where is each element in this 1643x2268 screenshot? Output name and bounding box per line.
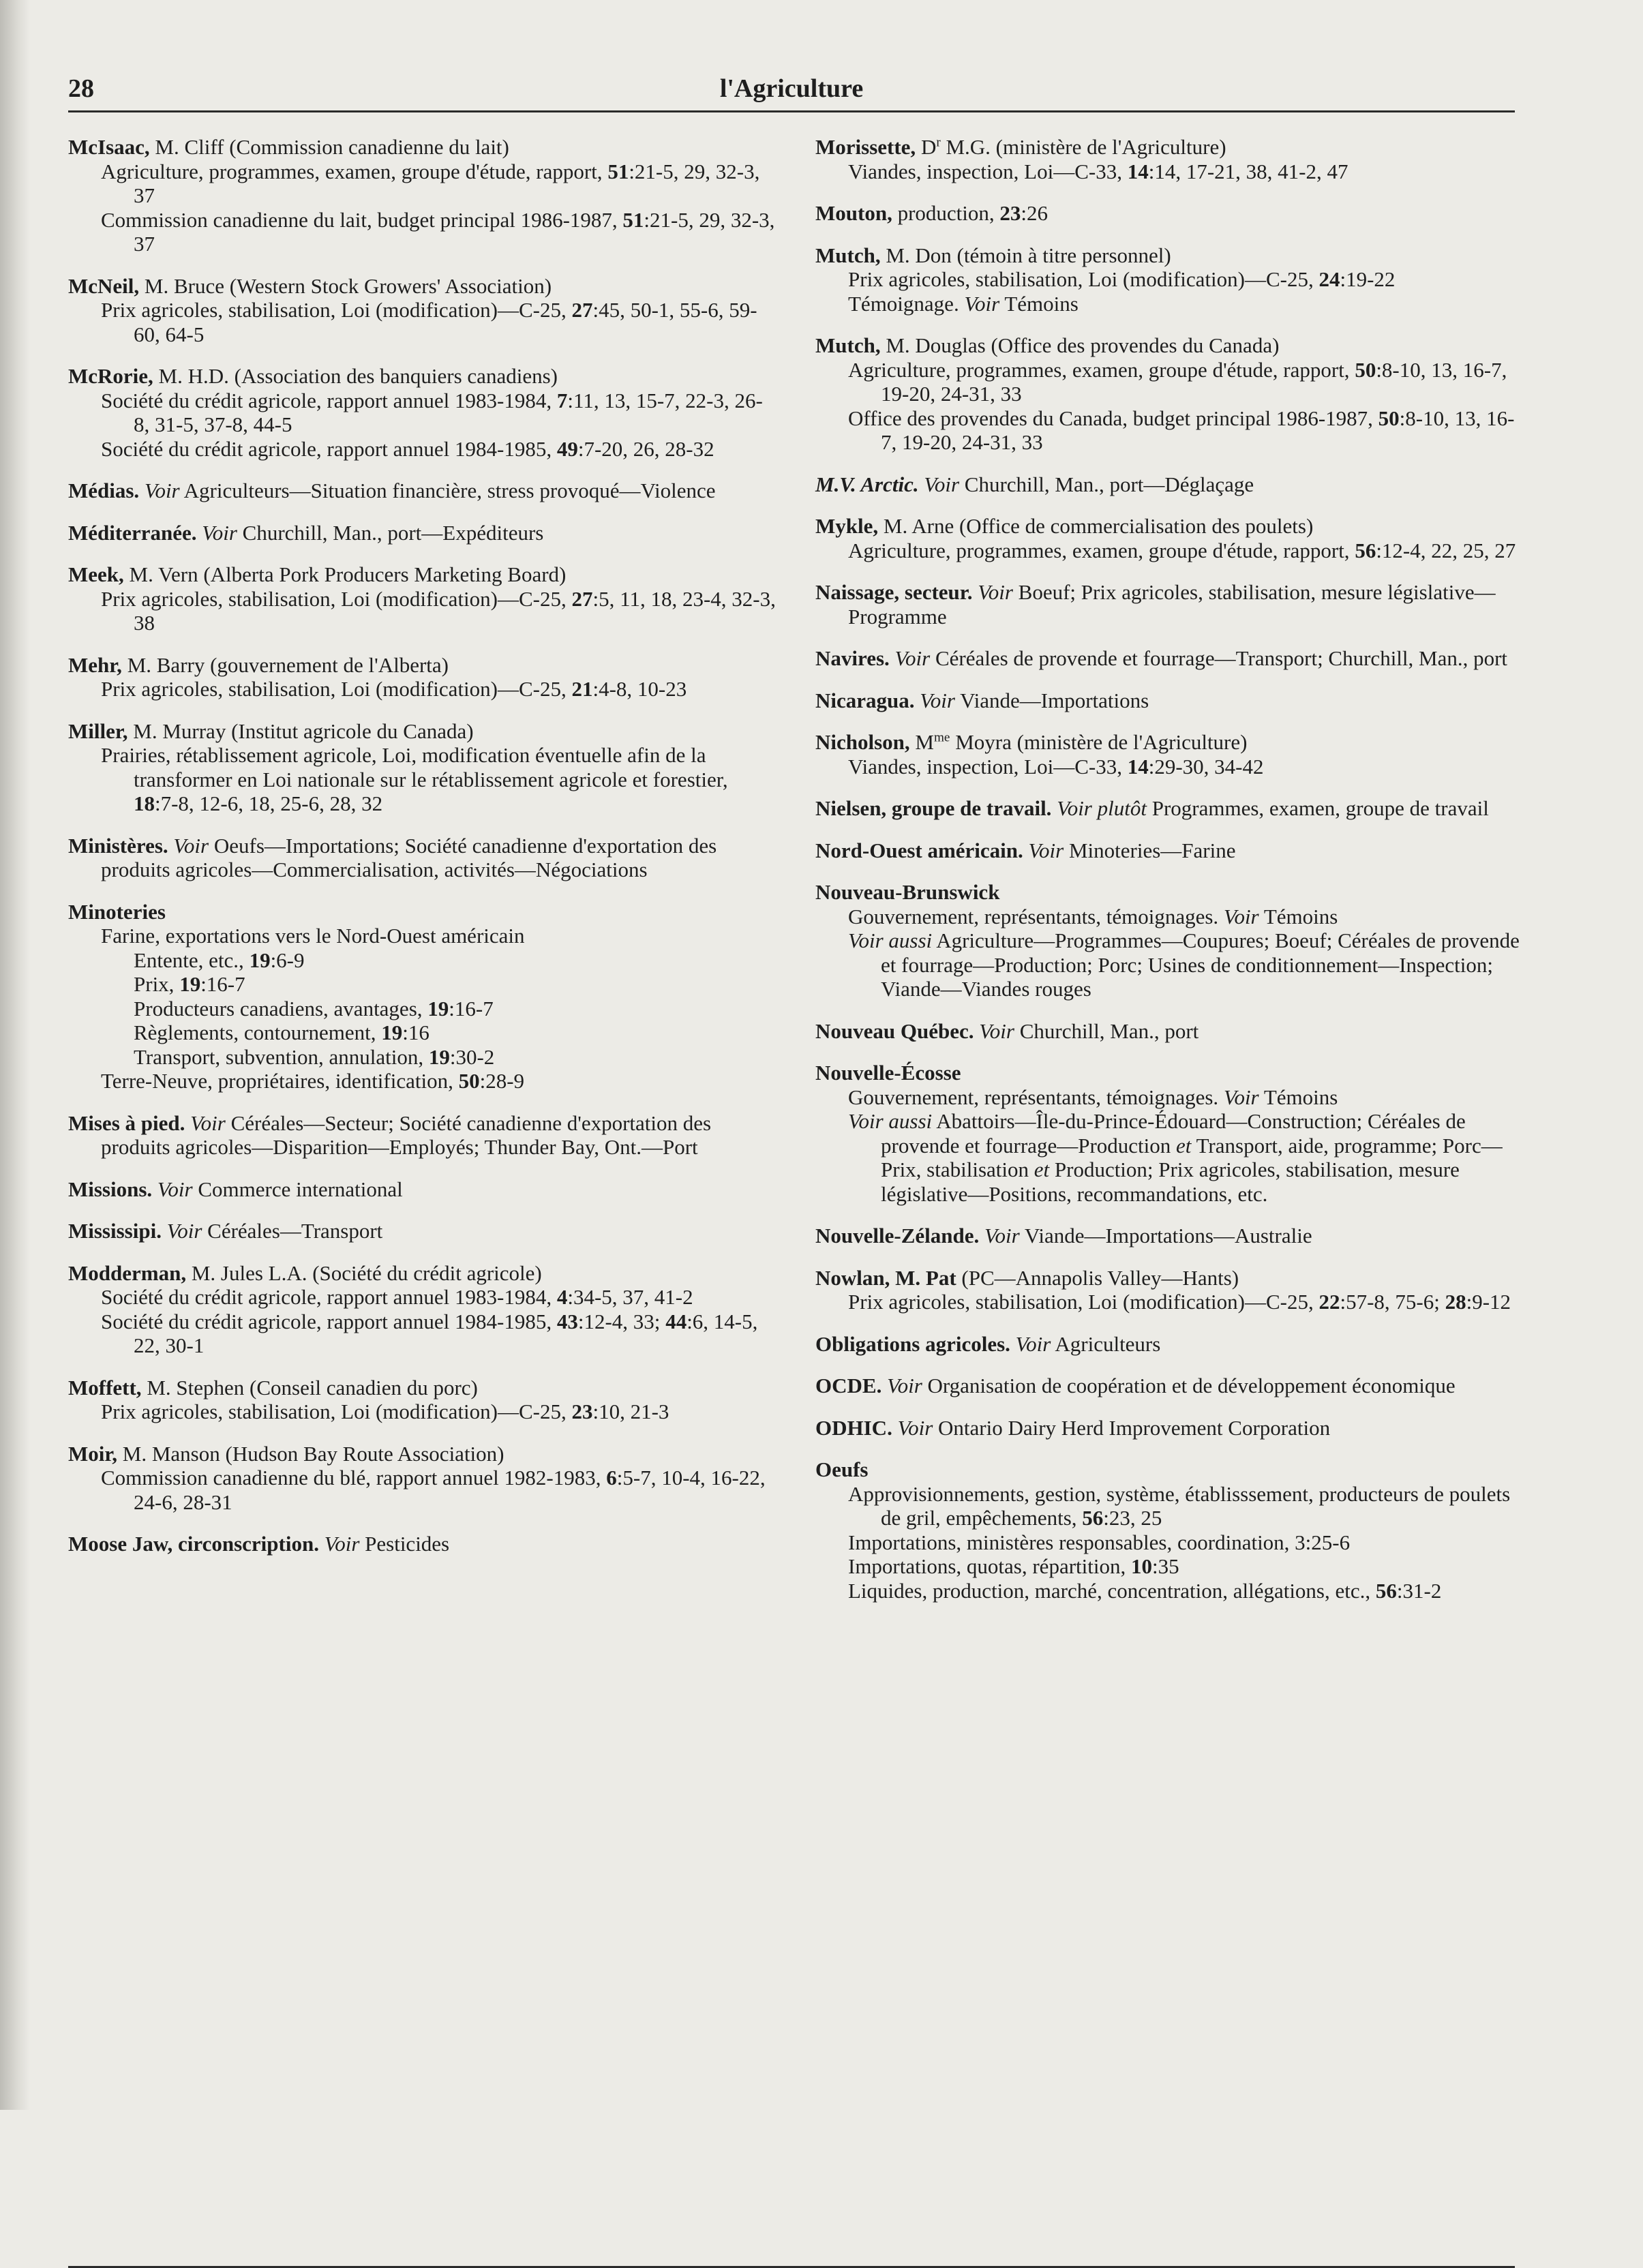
index-entry: ODHIC. Voir Ontario Dairy Herd Improvement Corporation — [815, 1415, 1331, 1440]
index-entry — [68, 135, 777, 256]
page-binding-shadow — [0, 0, 30, 2110]
entry-heading: McRorie, — [68, 364, 153, 388]
index-entry: Mutch, M. Don (témoin à titre personnel) Prix agricoles, stabilisation, Loi (modification)—C-25, 24:19-22 Témoignage. Voir Témoins — [815, 243, 1524, 316]
index-entry — [68, 719, 777, 816]
index-entry: Nouveau Québec. Voir Churchill, Man., port — [815, 1018, 1199, 1043]
subentry: Office des provendes du Canada, budget principal 1986-1987, 50:8-10, 13, 16-7, 19-20, 24-31, 33 — [848, 406, 1515, 454]
entry-heading: McNeil, — [68, 273, 140, 298]
entry-heading: Missions. — [68, 1177, 153, 1201]
entry-heading: Mykle, — [815, 514, 879, 538]
index-entry — [68, 900, 777, 1093]
index-entry — [68, 1376, 777, 1424]
subentry: Prix agricoles, stabilisation, Loi (modification)—C-25, 24:19-22 — [848, 267, 1396, 291]
index-entry: Naissage, secteur. Voir Boeuf; Prix agricoles, stabilisation, mesure législative—Programme — [815, 580, 1496, 629]
subentry: Prix agricoles, stabilisation, Loi (modification)—C-25, 27:5, 11, 18, 23-4, 32-3, 38 — [101, 586, 776, 635]
entry-text: M. Manson (Hudson Bay Route Association) — [117, 1441, 504, 1466]
entry-heading: Naissage, secteur. — [815, 580, 973, 604]
see-also-reference: Voir aussi — [848, 1109, 933, 1133]
index-entry: Nouvelle-Zélande. Voir Viande—Importations—Australie — [815, 1224, 1312, 1248]
subentry: Importations, quotas, répartition, 10:35 — [848, 1554, 1179, 1578]
entry-heading: Moir, — [68, 1441, 118, 1466]
entry-heading: OCDE. — [815, 1374, 882, 1397]
index-entry: Nord-Ouest américain. Voir Minoteries—Farine — [815, 838, 1236, 862]
subentry-level-2: Prix, 19:16-7 — [134, 972, 245, 996]
see-reference: Voir — [918, 472, 960, 496]
subentry: Prairies, rétablissement agricole, Loi, modification éventuelle afin de la transformer en Loi nationale sur le rétablissement agricole et forestier, 18:7-8, 12-6, 18, 25-6, 28, 32 — [101, 743, 728, 815]
subentry: Commission canadienne du lait, budget principal 1986-1987, 51:21-5, 29, 32-3, 37 — [101, 207, 775, 256]
subentry-level-2: Transport, subvention, annulation, 19:30-2 — [134, 1044, 495, 1069]
index-entry: Médias. Voir Agriculteurs—Situation financière, stress provoqué—Violence — [68, 479, 716, 502]
index-entry: Mississipi. Voir Céréales—Transport — [68, 1219, 383, 1243]
subentry: Voir aussi Agriculture—Programmes—Coupures; Boeuf; Céréales de provende et fourrage—Production; Porc; Usines de conditionnement—Inspection; Viande—Viandes rouges — [848, 928, 1520, 1001]
entry-heading: Mutch, — [815, 243, 881, 267]
see-reference: Voir — [972, 580, 1013, 604]
index-entry — [815, 1061, 1524, 1206]
subentry: Témoignage. Voir Témoins — [848, 291, 1079, 316]
index-entry — [815, 1457, 1524, 1603]
entry-heading: Nouveau-Brunswick — [815, 880, 1000, 904]
index-entry — [68, 562, 777, 635]
entry-heading: Mouton, — [815, 201, 892, 225]
subentry: Approvisionnements, gestion, système, établisssement, producteurs de poulets de gril, empêchements, 56:23, 25 — [848, 1481, 1511, 1530]
subentry: Voir aussi Abattoirs—Île-du-Prince-Édouard—Construction; Céréales de provende et fourrage—Production et Transport, aide, programme; Porc—Prix, stabilisation et Production; Prix agricoles, stabilisation, mesure législative—Positions, recommandations, etc. — [848, 1109, 1503, 1206]
index-entry: Ministères. Voir Oeufs—Importations; Société canadienne d'exportation des produits agricoles—Commercialisation, activités—Négociations — [68, 833, 717, 881]
subentry: Viandes, inspection, Loi—C-33, 14:14, 17-21, 38, 41-2, 47 — [848, 159, 1348, 183]
index-column-right — [815, 135, 1524, 1620]
entry-heading: Nicaragua. — [815, 688, 915, 712]
index-entry: Navires. Voir Céréales de provende et fourrage—Transport; Churchill, Man., port — [815, 646, 1508, 670]
entry-text: M. Stephen (Conseil canadien du porc) — [141, 1375, 478, 1400]
entry-heading: M.V. Arctic. — [815, 472, 919, 496]
see-reference: Voir — [1218, 904, 1259, 928]
header-rule — [68, 110, 1515, 112]
entry-heading: Nicholson, — [815, 730, 910, 754]
subentry: Société du crédit agricole, rapport annuel 1983-1984, 4:34-5, 37, 41-2 — [101, 1285, 693, 1309]
see-reference: Voir — [161, 1219, 202, 1243]
subentry: Farine, exportations vers le Nord-Ouest américain — [101, 924, 525, 948]
see-reference: Voir — [185, 1110, 226, 1135]
index-column-left — [68, 135, 777, 1574]
see-reference: Voir — [139, 479, 180, 502]
subentry: Prix agricoles, stabilisation, Loi (modification)—C-25, 22:57-8, 75-6; 28:9-12 — [848, 1290, 1511, 1314]
see-reference: Voir — [959, 291, 1000, 316]
entry-heading: Mississipi. — [68, 1219, 162, 1243]
index-entry: Nicaragua. Voir Viande—Importations — [815, 688, 1149, 712]
entry-heading: Miller, — [68, 719, 128, 743]
entry-heading: Morissette, — [815, 135, 916, 159]
entry-heading: Obligations agricoles. — [815, 1331, 1010, 1356]
subentry: Société du crédit agricole, rapport annuel 1984-1985, 43:12-4, 33; 44:6, 14-5, 22, 30-1 — [101, 1309, 758, 1357]
entry-text: M. Bruce (Western Stock Growers' Association) — [139, 273, 552, 298]
entry-heading: Oeufs — [815, 1457, 869, 1481]
subentry: Gouvernement, représentants, témoignages. Voir Témoins — [848, 904, 1338, 928]
entry-heading: Nielsen, groupe de travail. — [815, 796, 1052, 820]
see-also-reference: Voir aussi — [848, 928, 933, 952]
index-entry: Nielsen, groupe de travail. Voir plutôt Programmes, examen, groupe de travail — [815, 796, 1489, 820]
entry-heading: Mutch, — [815, 333, 881, 357]
subentry: Gouvernement, représentants, témoignages. Voir Témoins — [848, 1085, 1338, 1109]
index-entry: Mouton, production, 23:26 — [815, 201, 1049, 225]
page-header — [68, 74, 1515, 112]
entry-text: M. Vern (Alberta Pork Producers Marketing Board) — [123, 562, 567, 586]
index-entry — [68, 653, 777, 701]
index-entry: Morissette, $D^r$ M.G. (ministère de l'Agriculture) Viandes, inspection, Loi—C-33, 14:14, 17-21, 38, 41-2, 47 — [815, 135, 1524, 183]
subentry: Prix agricoles, stabilisation, Loi (modification)—C-25, 23:10, 21-3 — [101, 1400, 669, 1423]
see-reference: Voir — [1010, 1331, 1051, 1356]
page-number: 28 — [68, 74, 94, 103]
entry-text: M. Jules L.A. (Société du crédit agricole) — [186, 1260, 542, 1285]
subentry: Agriculture, programmes, examen, groupe d'étude, rapport, 56:12-4, 22, 25, 27 — [848, 538, 1516, 562]
index-entry: Mises à pied. Voir Céréales—Secteur; Société canadienne d'exportation des produits agricoles—Disparition—Employés; Thunder Bay, Ont.—Port — [68, 1110, 712, 1159]
index-entry: M.V. Arctic. Voir Churchill, Man., port—Déglaçage — [815, 472, 1254, 496]
entry-heading: Nowlan, M. Pat — [815, 1265, 956, 1290]
subentry: Liquides, production, marché, concentration, allégations, etc., 56:31-2 — [848, 1578, 1442, 1603]
see-reference: Voir — [892, 1415, 933, 1440]
see-reference: Voir — [889, 646, 931, 670]
subentry-level-2: Producteurs canadiens, avantages, 19:16-7 — [134, 996, 494, 1020]
index-entry: Mutch, M. Douglas (Office des provendes du Canada) Agriculture, programmes, examen, groupe d'étude, rapport, 50:8-10, 13, 16-7, 19-20, 24-31, 33 Office des provendes du Canada, budget principal 1986-1987, 50:8-10, 13, 16-7, 19-20, 24-31, 33 — [815, 333, 1524, 455]
subentry: Prix agricoles, stabilisation, Loi (modification)—C-25, 27:45, 50-1, 55-6, 59-60, 64-5 — [101, 298, 757, 346]
entry-heading: Ministères. — [68, 833, 168, 858]
entry-heading: Nouveau Québec. — [815, 1018, 974, 1043]
entry-heading: Minoteries — [68, 899, 166, 924]
entry-heading: Mises à pied. — [68, 1110, 185, 1135]
entry-heading: McIsaac, — [68, 135, 150, 159]
index-entry — [68, 1261, 777, 1358]
entry-heading: Modderman, — [68, 1260, 187, 1285]
subentry: Société du crédit agricole, rapport annuel 1983-1984, 7:11, 13, 15-7, 22-3, 26-8, 31-5, 37-8, 44-5 — [101, 388, 763, 436]
entry-text: M. Barry (gouvernement de l'Alberta) — [121, 652, 449, 677]
entry-heading: Navires. — [815, 646, 890, 670]
see-reference: Voir — [1023, 838, 1064, 862]
subentry: Viandes, inspection, Loi—C-33, 14:29-30, 34-42 — [848, 754, 1264, 778]
entry-heading: Moose Jaw, circonscription. — [68, 1532, 319, 1556]
subentry: Agriculture, programmes, examen, groupe d'étude, rapport, 51:21-5, 29, 32-3, 37 — [101, 159, 760, 207]
entry-heading: Médias. — [68, 479, 140, 502]
index-entry: Nowlan, M. Pat (PC—Annapolis Valley—Hants) Prix agricoles, stabilisation, Loi (modification)—C-25, 22:57-8, 75-6; 28:9-12 — [815, 1266, 1524, 1314]
subentry: Agriculture, programmes, examen, groupe d'étude, rapport, 50:8-10, 13, 16-7, 19-20, 24-31, 33 — [848, 357, 1507, 406]
see-reference: Voir — [979, 1224, 1020, 1248]
see-reference: Voir — [168, 833, 209, 858]
entry-text: M. H.D. (Association des banquiers canadiens) — [153, 364, 558, 388]
index-entry: Méditerranée. Voir Churchill, Man., port—Expéditeurs — [68, 520, 544, 545]
entry-heading: Meek, — [68, 562, 124, 586]
index-entry: OCDE. Voir Organisation de coopération et de développement économique — [815, 1374, 1456, 1397]
entry-heading: Méditerranée. — [68, 520, 197, 545]
see-reference: Voir — [196, 520, 237, 545]
see-reference: Voir plutôt — [1051, 796, 1147, 820]
see-reference: Voir — [881, 1374, 922, 1397]
see-reference: Voir — [318, 1532, 360, 1556]
see-reference: Voir — [152, 1177, 193, 1201]
index-entry — [68, 1442, 777, 1515]
entry-heading: Nord-Ouest américain. — [815, 838, 1023, 862]
subentry: Prix agricoles, stabilisation, Loi (modification)—C-25, 21:4-8, 10-23 — [101, 677, 687, 701]
subentry: Importations, ministères responsables, coordination, 3:25-6 — [848, 1530, 1351, 1554]
subentry: Terre-Neuve, propriétaires, identification, 50:28-9 — [101, 1069, 525, 1093]
entry-text: M. Cliff (Commission canadienne du lait) — [149, 135, 509, 159]
index-entry: Missions. Voir Commerce international — [68, 1177, 403, 1201]
index-entry: Nicholson, $M^{me}$ Moyra (ministère de l'Agriculture) Viandes, inspection, Loi—C-33, 14:29-30, 34-42 — [815, 730, 1524, 778]
index-entry — [815, 880, 1524, 1001]
see-reference: Voir — [974, 1018, 1014, 1043]
index-entry: Obligations agricoles. Voir Agriculteurs — [815, 1331, 1161, 1356]
entry-heading: ODHIC. — [815, 1415, 892, 1440]
entry-heading: Nouvelle-Zélande. — [815, 1224, 980, 1248]
subentry: Commission canadienne du blé, rapport annuel 1982-1983, 6:5-7, 10-4, 16-22, 24-6, 28-31 — [101, 1466, 766, 1514]
see-reference: Voir — [1218, 1085, 1259, 1109]
index-entry: Mykle, M. Arne (Office de commercialisation des poulets) Agriculture, programmes, examen, groupe d'étude, rapport, 56:12-4, 22, 25, 27 — [815, 514, 1524, 562]
index-entry — [68, 274, 777, 347]
index-entry — [68, 364, 777, 461]
entry-heading: Mehr, — [68, 652, 122, 677]
entry-text: M. Murray (Institut agricole du Canada) — [127, 719, 474, 743]
running-title: l'Agriculture — [719, 74, 864, 103]
subentry-level-2: Règlements, contournement, 19:16 — [134, 1020, 429, 1044]
subentry: Société du crédit agricole, rapport annuel 1984-1985, 49:7-20, 26, 28-32 — [101, 436, 714, 461]
see-reference: Voir — [914, 688, 955, 712]
entry-heading: Moffett, — [68, 1375, 142, 1400]
index-entry: Moose Jaw, circonscription. Voir Pesticides — [68, 1532, 450, 1556]
subentry-level-2: Entente, etc., 19:6-9 — [134, 948, 305, 972]
entry-heading: Nouvelle-Écosse — [815, 1061, 961, 1085]
